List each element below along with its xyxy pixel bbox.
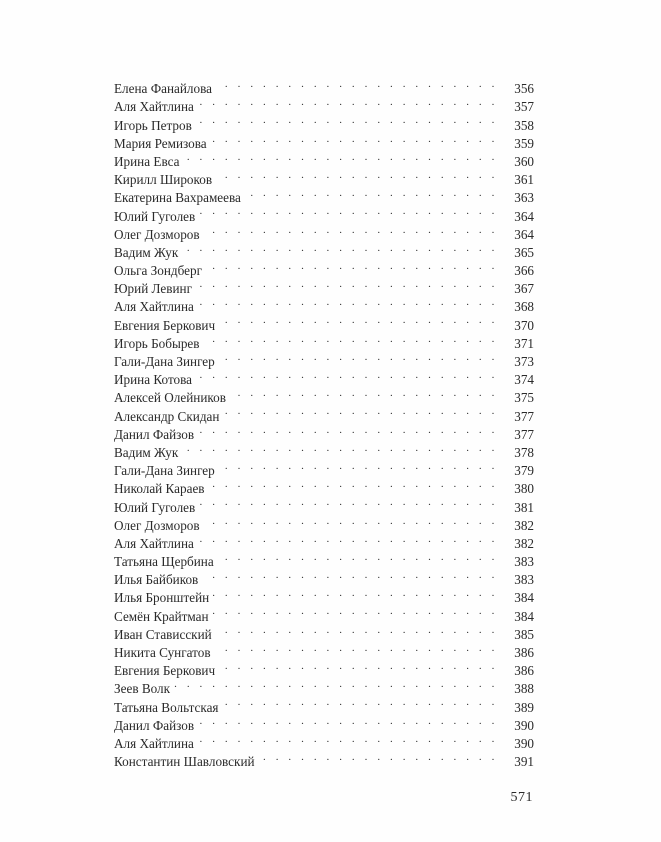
dot-leader bbox=[199, 202, 498, 220]
author-name: Олег Дозморов bbox=[114, 517, 200, 533]
page-reference: 368 bbox=[514, 299, 534, 315]
page-reference: 380 bbox=[514, 481, 534, 497]
author-name: Гали-Дана Зингер bbox=[114, 354, 215, 369]
author-name: Олег Дозморов bbox=[114, 226, 200, 242]
page-reference: 383 bbox=[514, 572, 534, 588]
author-name: Илья Бронштейн bbox=[114, 590, 210, 606]
dot-leader bbox=[209, 475, 498, 493]
dot-leader bbox=[223, 693, 498, 711]
page-reference: 360 bbox=[514, 153, 534, 169]
author-name: Константин Шавловский bbox=[114, 754, 255, 770]
author-name: Александр Скидан bbox=[114, 408, 220, 424]
dot-leader bbox=[216, 621, 498, 639]
dot-leader bbox=[211, 130, 498, 148]
dot-leader bbox=[219, 348, 498, 366]
author-name: Николай Караев bbox=[114, 481, 205, 497]
page-reference: 386 bbox=[514, 645, 534, 660]
author-name: Никита Сунгатов bbox=[114, 645, 211, 660]
dot-leader bbox=[182, 439, 498, 457]
author-name: Аля Хайтлина bbox=[114, 735, 194, 751]
dot-leader bbox=[183, 148, 498, 166]
page-reference: 389 bbox=[514, 699, 534, 715]
author-name: Данил Файзов bbox=[114, 426, 195, 442]
author-name: Кирилл Широков bbox=[114, 172, 213, 188]
toc-entry bbox=[114, 75, 534, 97]
page-reference: 375 bbox=[514, 390, 534, 406]
author-name: Аля Хайтлина bbox=[114, 535, 194, 551]
dot-leader bbox=[223, 402, 498, 420]
page-reference: 371 bbox=[514, 335, 534, 351]
page-reference: 364 bbox=[514, 208, 534, 224]
page-reference: 382 bbox=[514, 535, 534, 551]
author-name: Игорь Петров bbox=[114, 117, 192, 133]
dot-leader bbox=[196, 111, 498, 129]
page-reference: 358 bbox=[514, 117, 534, 133]
page-reference: 373 bbox=[514, 354, 534, 369]
author-name: Юрий Левинг bbox=[114, 281, 193, 297]
page-reference: 357 bbox=[514, 99, 534, 115]
dot-leader bbox=[219, 311, 498, 329]
dot-leader bbox=[198, 712, 498, 730]
author-name: Игорь Бобырев bbox=[114, 335, 200, 351]
author-name: Ольга Зондберг bbox=[114, 263, 203, 279]
dot-leader bbox=[204, 330, 498, 348]
dot-leader bbox=[198, 93, 498, 111]
dot-leader bbox=[216, 75, 498, 93]
author-name: Иван Стависский bbox=[114, 626, 212, 642]
page-reference: 379 bbox=[514, 463, 534, 479]
page-reference: 382 bbox=[514, 517, 534, 533]
dot-leader bbox=[204, 221, 498, 239]
author-name: Екатерина Вахрамеева bbox=[114, 190, 241, 206]
author-name: Данил Файзов bbox=[114, 717, 195, 733]
author-name: Татьяна Щербина bbox=[114, 554, 214, 570]
author-name: Вадим Жук bbox=[114, 244, 179, 260]
page-reference: 361 bbox=[514, 172, 534, 188]
page-reference: 366 bbox=[514, 263, 534, 279]
page-reference: 367 bbox=[514, 281, 534, 297]
dot-leader bbox=[230, 384, 498, 402]
author-name: Аля Хайтлина bbox=[114, 299, 194, 315]
dot-leader bbox=[198, 530, 498, 548]
author-name: Юлий Гуголев bbox=[114, 208, 196, 224]
page-reference: 370 bbox=[514, 317, 534, 333]
page-reference: 390 bbox=[514, 735, 534, 751]
dot-leader bbox=[199, 493, 498, 511]
author-name: Вадим Жук bbox=[114, 444, 179, 460]
author-name: Юлий Гуголев bbox=[114, 499, 196, 515]
page-reference: 356 bbox=[514, 81, 534, 97]
dot-leader bbox=[198, 421, 498, 439]
dot-leader bbox=[215, 639, 498, 657]
page-reference: 391 bbox=[514, 754, 534, 770]
dot-leader bbox=[198, 730, 498, 748]
dot-leader bbox=[204, 512, 498, 530]
author-name: Ирина Евса bbox=[114, 153, 180, 169]
dot-leader bbox=[202, 566, 498, 584]
author-name: Ирина Котова bbox=[114, 372, 193, 388]
dot-leader bbox=[213, 584, 498, 602]
author-name: Аля Хайтлина bbox=[114, 99, 194, 115]
page-reference: 390 bbox=[514, 717, 534, 733]
page-reference: 359 bbox=[514, 135, 534, 151]
page-number: 571 bbox=[510, 790, 533, 805]
author-name: Мария Ремизова bbox=[114, 135, 207, 151]
toc-entry bbox=[114, 675, 534, 697]
author-name: Алексей Олейников bbox=[114, 390, 226, 406]
dot-leader bbox=[198, 293, 498, 311]
page-reference: 365 bbox=[514, 244, 534, 260]
dot-leader bbox=[219, 457, 498, 475]
author-name: Елена Фанайлова bbox=[114, 81, 213, 97]
author-name: Илья Байбиков bbox=[114, 572, 199, 588]
page-reference: 374 bbox=[514, 372, 534, 388]
page-reference: 364 bbox=[514, 226, 534, 242]
author-name: Семён Крайтман bbox=[114, 608, 209, 624]
dot-leader bbox=[216, 166, 498, 184]
dot-leader bbox=[259, 748, 498, 766]
dot-leader bbox=[196, 275, 498, 293]
author-name: Гали-Дана Зингер bbox=[114, 463, 215, 479]
dot-leader bbox=[196, 366, 498, 384]
dot-leader bbox=[213, 602, 498, 620]
page-reference: 384 bbox=[514, 608, 534, 624]
dot-leader bbox=[206, 257, 498, 275]
author-name: Татьяна Вольтская bbox=[114, 699, 219, 715]
dot-leader bbox=[182, 239, 498, 257]
toc-entry bbox=[114, 693, 534, 715]
author-name: Евгения Беркович bbox=[114, 317, 216, 333]
table-of-contents bbox=[114, 75, 534, 770]
page-reference: 385 bbox=[514, 626, 534, 642]
author-name: Зеев Волк bbox=[114, 681, 171, 697]
dot-leader bbox=[245, 184, 498, 202]
author-name: Евгения Беркович bbox=[114, 663, 216, 679]
page-reference: 384 bbox=[514, 590, 534, 606]
page-reference: 377 bbox=[514, 408, 534, 424]
page-reference: 383 bbox=[514, 554, 534, 570]
page-reference: 381 bbox=[514, 499, 534, 515]
page-reference: 378 bbox=[514, 444, 534, 460]
dot-leader bbox=[174, 675, 498, 693]
page-reference: 377 bbox=[514, 426, 534, 442]
page-reference: 363 bbox=[514, 190, 534, 206]
page-reference: 388 bbox=[514, 681, 534, 697]
dot-leader bbox=[218, 548, 498, 566]
dot-leader bbox=[219, 657, 498, 675]
page-reference: 386 bbox=[514, 663, 534, 679]
